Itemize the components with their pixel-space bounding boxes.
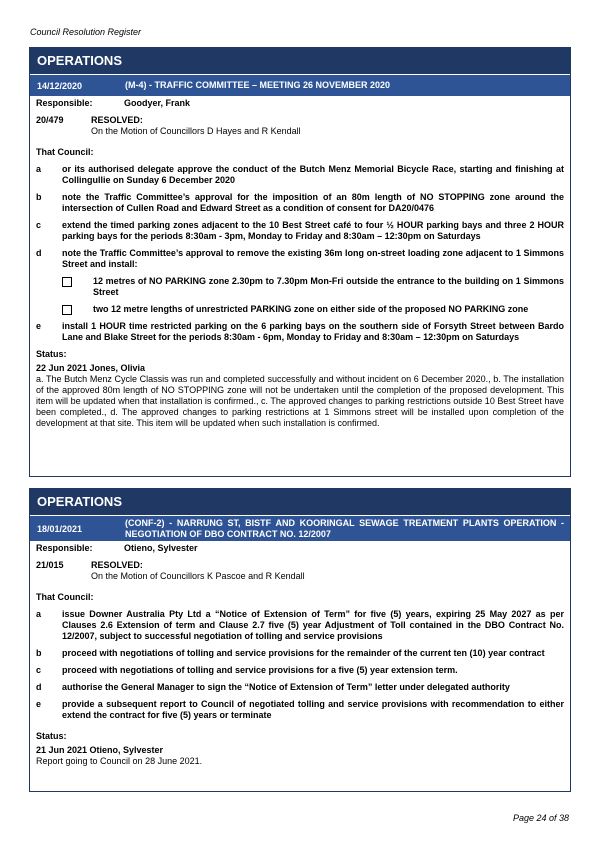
item-title: (M-4) - TRAFFIC COMMITTEE – MEETING 26 NOVEMBER 2020 xyxy=(125,80,391,90)
item-text: extend the timed parking zones adjacent to the 10 Best Street café to four ½ HOUR parking bays and three 2 HOUR parking bays for the periods 8:30am - 3pm, Monday to Friday and 8:30am – 12:30pm on Saturdays xyxy=(62,220,564,241)
item-letter: e xyxy=(36,321,42,331)
item-text: proceed with negotiations of tolling and service provisions for a five (5) year extension term. xyxy=(62,665,458,675)
list-item xyxy=(36,648,564,659)
item-letter: c xyxy=(36,220,42,230)
item-text: or its authorised delegate approve the conduct of the Butch Menz Memorial Bicycle Race, starting and finishing at Collingullie on Sunday 6 December 2020 xyxy=(62,164,564,185)
item-text: proceed with negotiations of tolling and service provisions for the remainder of the current ten (10) year contract xyxy=(62,648,545,658)
item-letter: d xyxy=(36,682,42,692)
resolution-content xyxy=(30,98,570,429)
section-heading: OPERATIONS xyxy=(30,48,570,74)
list-item xyxy=(36,321,564,343)
checkbox-bullet-icon xyxy=(62,277,72,287)
motion-text: On the Motion of Councillors K Pascoe and R Kendall xyxy=(91,571,305,581)
item-text: install 1 HOUR time restricted parking on the 6 parking bays on the southern side of Forsyth Street between Bardo Lane and Blake Street for the periods 8:30am - 6pm, Monday to Friday and 8:30am – 12:30pm on Saturdays xyxy=(62,321,564,342)
item-letter: a xyxy=(36,609,42,619)
item-letter: d xyxy=(36,248,42,258)
list-item xyxy=(36,665,564,676)
item-letter: e xyxy=(36,699,42,709)
list-item xyxy=(36,682,564,693)
resolved-label: RESOLVED: xyxy=(91,115,143,125)
status-label: Status: xyxy=(36,731,67,741)
resolution-number: 20/479 xyxy=(36,115,64,125)
item-text: note the Traffic Committee’s approval for the imposition of an 80m length of NO STOPPING zone around the intersection of Cullen Road and Edward Street as a condition of consent for DA20/0476 xyxy=(62,192,564,213)
item-text: authorise the General Manager to sign the “Notice of Extension of Term” letter under delegated authority xyxy=(62,682,510,692)
sub-item-text: 12 metres of NO PARKING zone 2.30pm to 7.30pm Mon-Fri outside the entrance to the building on 1 Simmons Street xyxy=(93,276,564,297)
item-title-bar xyxy=(30,515,570,541)
list-item xyxy=(36,699,564,721)
section-heading: OPERATIONS xyxy=(30,489,570,515)
item-title: (CONF-2) - NARRUNG ST, BISTF AND KOORINGAL SEWAGE TREATMENT PLANTS OPERATION - NEGOTIATION OF DBO CONTRACT NO. 12/2007 xyxy=(125,517,564,539)
item-letter: a xyxy=(36,164,42,174)
sub-item-text: two 12 metre lengths of unrestricted PARKING zone on either side of the proposed NO PARKING zone xyxy=(93,304,529,314)
status-text: Report going to Council on 28 June 2021. xyxy=(36,756,203,766)
status-date: 21 Jun 2021 Otieno, Sylvester xyxy=(36,745,164,755)
item-title-bar xyxy=(30,74,570,96)
page-number: Page 24 of 38 xyxy=(512,813,569,823)
resolved-label: RESOLVED: xyxy=(91,560,143,570)
list-item xyxy=(36,220,564,242)
item-text: provide a subsequent report to Council of negotiated tolling and service provisions with recommendation to either extend the contract for five (5) years or terminate xyxy=(62,699,564,720)
status-date: 22 Jun 2021 Jones, Olivia xyxy=(36,363,146,373)
list-item xyxy=(36,164,564,186)
item-letter: c xyxy=(36,665,42,675)
responsible-row xyxy=(36,98,564,109)
resolved-block xyxy=(36,115,564,137)
item-text: note the Traffic Committee’s approval to remove the existing 36m long on-street loading zone adjacent to 1 Simmons Street and install: xyxy=(62,248,564,269)
resolution-number: 21/015 xyxy=(36,560,64,570)
meeting-date: 14/12/2020 xyxy=(37,80,83,91)
meeting-date: 18/01/2021 xyxy=(37,523,83,534)
item-letter: b xyxy=(36,192,42,202)
checkbox-bullet-icon xyxy=(62,305,72,315)
resolved-block xyxy=(36,560,564,582)
sub-item xyxy=(36,276,564,298)
list-item xyxy=(36,192,564,214)
resolution-panel-2 xyxy=(29,488,571,792)
responsible-officer: Otieno, Sylvester xyxy=(124,543,198,553)
list-item xyxy=(36,248,564,270)
responsible-label: Responsible: xyxy=(36,543,93,553)
status-text: a. The Butch Menz Cycle Classis was run and completed successfully and without incident on 6 December 2020., b. The installation of the approved 80m length of NO STOPPING zone will not be undertaken until the completion of the proposed development. This item will be updated when that installation is confirmed., c. The approved changes to parking restrictions outside 10 Best Street have been completed., d. The approved changes to parking restrictions at 1 Simmons street will be installed upon completion of the development at that site. This item will be updated when such installation is confirmed. xyxy=(36,374,564,428)
item-text: issue Downer Australia Pty Ltd a “Notice of Extension of Term” for five (5) years, expiring 25 May 2027 as per Clauses 2.6 Extension of term and Clause 2.7 five (5) year Adjustment of Toll contained in the DBO Contract No. 12/2007, subject to successful negotiation of tolling and service provisions xyxy=(62,609,564,641)
document-header: Council Resolution Register xyxy=(30,27,142,37)
resolution-panel-1 xyxy=(29,47,571,477)
responsible-row xyxy=(36,543,564,554)
responsible-officer: Goodyer, Frank xyxy=(124,98,191,108)
that-council-label: That Council: xyxy=(36,147,94,157)
that-council-label: That Council: xyxy=(36,592,94,602)
resolution-content xyxy=(30,543,570,767)
list-item xyxy=(36,609,564,642)
responsible-label: Responsible: xyxy=(36,98,93,108)
sub-item xyxy=(36,304,564,315)
item-letter: b xyxy=(36,648,42,658)
motion-text: On the Motion of Councillors D Hayes and R Kendall xyxy=(91,126,301,136)
status-label: Status: xyxy=(36,349,67,359)
